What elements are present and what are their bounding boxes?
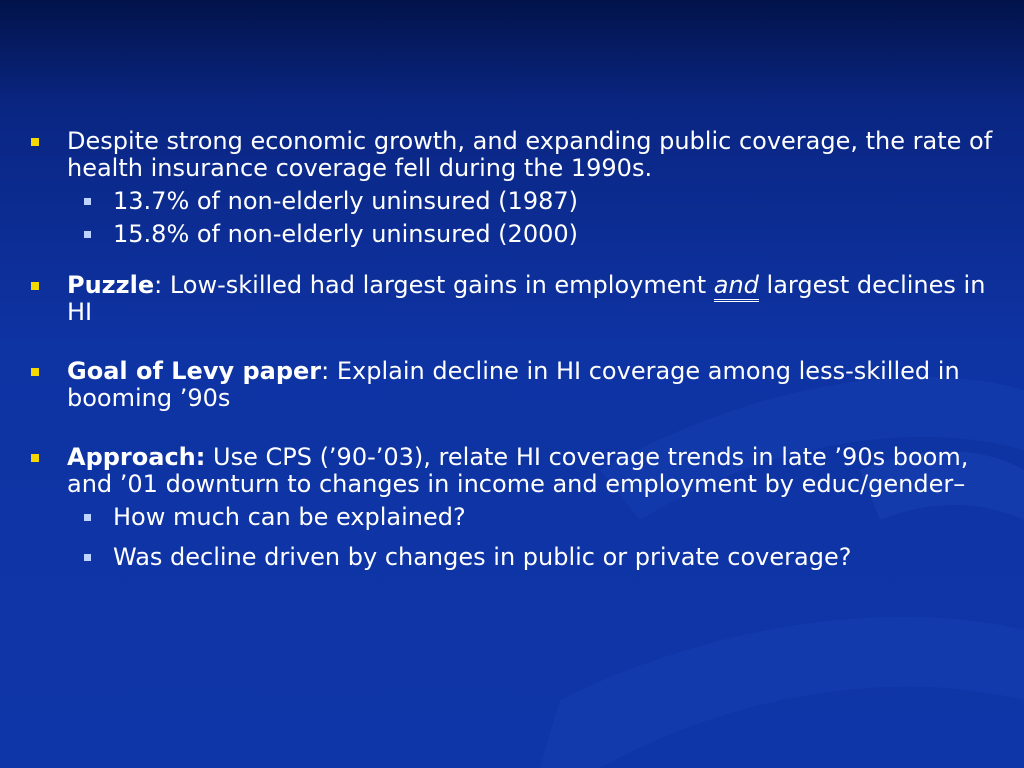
bullet-square-icon xyxy=(31,454,39,462)
sub-item-public-private xyxy=(67,544,998,571)
sub-bullet-square-icon xyxy=(84,554,91,561)
sub-item-text: How much can be explained? xyxy=(113,503,466,531)
sub-bullet-square-icon xyxy=(84,231,91,238)
bullet-goal xyxy=(28,358,998,412)
bullet-lead: Goal of Levy paper xyxy=(67,357,322,385)
bullet-square-icon xyxy=(31,282,39,290)
emphasis-and: and xyxy=(714,271,759,302)
bullet-puzzle xyxy=(28,272,998,326)
sub-bullet-square-icon xyxy=(84,514,91,521)
bullet-square-icon xyxy=(31,368,39,376)
sub-bullet-square-icon xyxy=(84,198,91,205)
sub-item-text: Was decline driven by changes in public or private coverage? xyxy=(113,543,852,571)
sub-list xyxy=(67,504,998,571)
bullet-text: Despite strong economic growth, and expanding public coverage, the rate of health insurance coverage fell during the 1990s. xyxy=(67,127,993,182)
bullet-square-icon xyxy=(31,138,39,146)
bullet-lead: Puzzle xyxy=(67,271,155,299)
sub-item-2000 xyxy=(67,221,998,248)
bullet-text: Use CPS (’90-’03), relate HI coverage trends in late ’90s boom, and ’01 downturn to changes in income and employment by educ/gender– xyxy=(67,443,969,498)
bullet-health-coverage xyxy=(28,128,998,248)
bullet-lead: Approach: xyxy=(67,443,206,471)
sub-item-text: 13.7% of non-elderly uninsured (1987) xyxy=(113,187,578,215)
bullet-text: : Explain decline in HI coverage among less-skilled in booming ’90s xyxy=(67,357,960,412)
slide-body xyxy=(28,128,998,595)
bullet-text: : Low-skilled had largest gains in employment xyxy=(154,271,714,299)
sub-item-1987 xyxy=(67,188,998,215)
sub-item-explained xyxy=(67,504,998,531)
sub-item-text: 15.8% of non-elderly uninsured (2000) xyxy=(113,220,578,248)
bullet-tail: largest declines in HI xyxy=(67,271,986,326)
sub-list xyxy=(67,188,998,248)
bullet-approach xyxy=(28,444,998,571)
